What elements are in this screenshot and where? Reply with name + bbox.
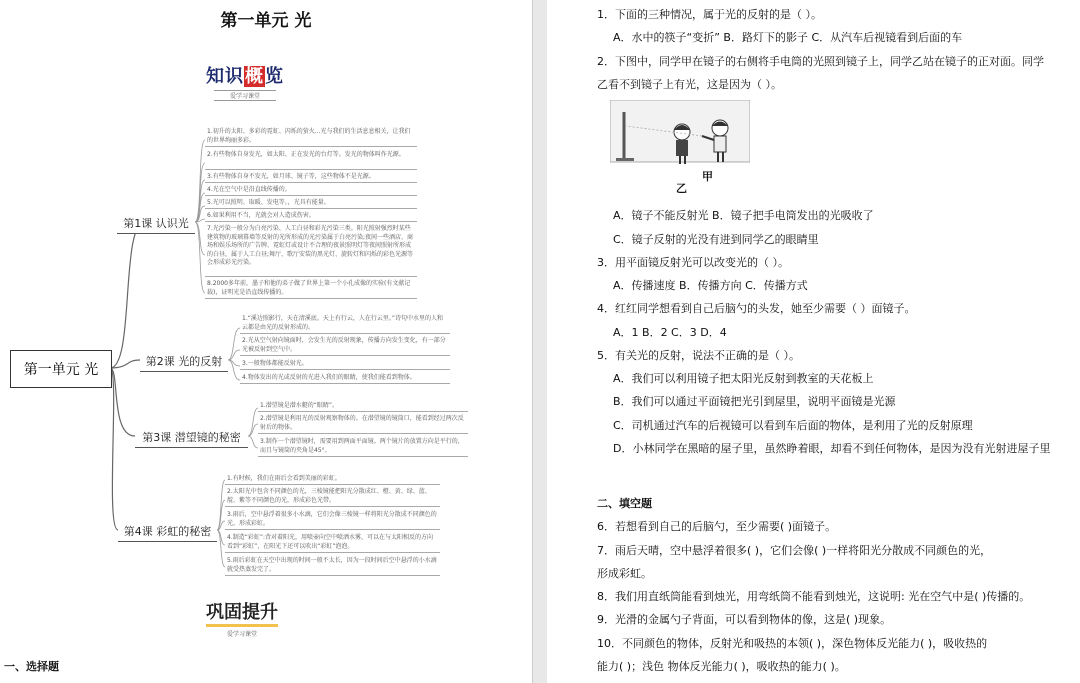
q9: 9．光滑的金属勺子背面，可以看到物体的像，这是( )现象。: [597, 613, 892, 626]
lesson-2-note-4: 4.物体发出的光或反射的光进入我们的眼睛，使我们能看到物体。: [240, 373, 450, 384]
left-page: [0, 0, 533, 683]
lesson-2-label: 第2课 光的反射: [140, 350, 228, 372]
q7-line-2: 形成彩虹。: [597, 567, 652, 580]
lesson-4-note-1: 1.有时候，我们在雨后会看到美丽的彩虹。: [225, 474, 440, 485]
q5-option-a: A．我们可以利用镜子把太阳光反射到教室的天花板上: [613, 372, 874, 385]
lesson-3-note-3: 3.制作一个潜望镜时，需要用到两面平面镜。两个镜片的放置方向是平行的，而且与镜筒的夹角是45°。: [258, 437, 468, 457]
section-fill-heading: 二、填空题: [597, 497, 652, 510]
right-page: [547, 0, 1080, 683]
lesson-1-note-7: 7.光污染一般分为白亮污染、人工白昼和彩光污染三类。阳光照射强烈时某些建筑物的玻璃幕墙等反射的光所形成的光污染属于白亮污染;夜间一些酒店、商场和娱乐场所的广告牌、霓虹灯或设计不合理的夜景照明灯等夜间照射所形成的白昼，属于人工白昼;舞厅、歌厅安装的黑光灯、旋转灯和闪烁的彩色光源等会形成彩光污染。: [205, 224, 417, 277]
figure-label-b: 乙: [676, 182, 687, 195]
q3-stem: 3．用平面镜反射光可以改变光的（ ）。: [597, 256, 789, 269]
q5-stem: 5．有关光的反射，说法不正确的是（ ）。: [597, 349, 800, 362]
lesson-1-note-5: 5.光可以照明、取暖、发电等。，光具有能量。: [205, 198, 417, 209]
lesson-1-note-3: 3.有些物体自身不发光，如月球、镜子等，这些物体不是光源。: [205, 172, 417, 183]
q2-options-2: C．镜子反射的光没有进到同学乙的眼睛里: [613, 233, 819, 246]
lesson-1-label: 第1课 认识光: [117, 212, 195, 234]
lesson-1-note-1: 1.初升的太阳、多彩的霓虹、闪烁的萤火...光与我们的生活息息相关，让我们的世界绚丽多彩。: [205, 127, 417, 147]
q4-stem: 4．红红同学想看到自己后脑勺的头发，她至少需要（ ）面镜子。: [597, 302, 916, 315]
lesson-2-note-1: 1.“溪边照影行，天在清溪底。天上有行云，人在行云里。”诗句中水里的人和云都是由光的反射形成的。: [240, 314, 450, 334]
q5-option-d: D．小林同学在黑暗的屋子里，虽然睁着眼，却看不到任何物体，是因为没有光射进屋子里: [613, 442, 1051, 455]
lesson-4-note-5: 5.雨后彩虹在天空中出现的时间一般不太长，因为一段时间后空中悬浮的小水滴就受热蒸发完了。: [225, 556, 440, 576]
q2-figure: [610, 100, 750, 196]
logo-text-c: 览: [265, 66, 284, 87]
lesson-1-note-4: 4.光在空气中是沿直线传播的。: [205, 185, 417, 196]
q2-stem-1: 2．下图中，同学甲在镜子的右侧将手电筒的光照到镜子上，同学乙站在镜子的正对面。同学: [597, 55, 1044, 68]
q6: 6．若想看到自己的后脑勺，至少需要( )面镜子。: [597, 520, 837, 533]
lesson-2-note-3: 3.一般物体都能反射光。: [240, 359, 450, 370]
q5-option-c: C．司机通过汽车的后视镜可以看到车后面的物体，是利用了光的反射原理: [613, 419, 973, 432]
figure-label-a: 甲: [702, 170, 713, 183]
q4-options: A．1 B．2 C．3 D．4: [613, 326, 727, 339]
lesson-1-note-2: 2.有些物体自身发光，如太阳、正在发光的台灯等。发光的物体叫作光源。: [205, 150, 417, 170]
lesson-3-note-1: 1.潜望镜是潜水艇的“眼睛”。: [258, 401, 468, 412]
page-gap: [533, 0, 547, 683]
logo-text-b: 概: [245, 66, 264, 87]
consolidate-logo: [192, 598, 292, 638]
q10-line-1: 10．不同颜色的物体，反射光和吸热的本领( )，深色物体反光能力( )，吸收热的: [597, 637, 988, 650]
lesson-1-note-8: 8.2000多年前，墨子和他的弟子做了世界上第一个小孔成像的实验(有文献记载)，证明光是沿直线传播的。: [205, 279, 417, 299]
logo-sub: 爱学习课堂: [214, 90, 276, 101]
lesson-4-note-3: 3.雨后，空中悬浮着很多小水滴，它们会像三棱镜一样将阳光分散成不同颜色的光，形成彩虹。: [225, 510, 440, 530]
lesson-1-note-6: 6.如果利用不当，光就会对人造成伤害。: [205, 211, 417, 222]
section-choice-heading: 一、选择题: [4, 660, 59, 673]
lesson-2-note-2: 2.光从空气射向镜面时，会发生光的反射现象，传播方向发生变化，有一部分光被反射到空气中。: [240, 336, 450, 356]
logo-text-a: 知识: [206, 66, 244, 87]
lesson-4-note-4: 4.制造“彩虹”:背对着阳光，用喷壶向空中喷洒水雾，可以在与太阳相反的方向看到“彩虹”，在阳光下还可以吹出“彩虹”泡泡。: [225, 533, 440, 553]
lesson-3-note-2: 2.潜望镜是利用光的反射观察物体的。在潜望镜的镜筒口，能看到经过两次反射后的物体。: [258, 414, 468, 434]
q3-options: A．传播速度 B．传播方向 C．传播方式: [613, 279, 808, 292]
mindmap-root: 第一单元 光: [10, 350, 112, 388]
consolidate-title: 巩固提升: [206, 598, 278, 627]
consolidate-sub: 爱学习课堂: [226, 631, 257, 638]
q5-option-b: B．我们可以通过平面镜把光引到屋里，说明平面镜是光源: [613, 395, 896, 408]
q2-stem-2: 乙看不到镜子上有光，这是因为（ ）。: [597, 78, 782, 91]
q10-line-2: 能力( )；浅色 物体反光能力( )，吸收热的能力( )。: [597, 660, 846, 673]
q1-options: A．水中的筷子“变折” B．路灯下的影子 C．从汽车后视镜看到后面的车: [613, 31, 963, 44]
unit-title: 第一单元 光: [220, 11, 312, 31]
q7-line-1: 7．雨后天晴，空中悬浮着很多( )，它们会像( )一样将阳光分散成不同颜色的光，: [597, 544, 992, 557]
q1-stem: 1．下面的三种情况，属于光的反射的是（ ）。: [597, 8, 822, 21]
q2-options-1: A．镜子不能反射光 B．镜子把手电筒发出的光吸收了: [613, 209, 874, 222]
lesson-3-label: 第3课 潜望镜的秘密: [135, 426, 248, 448]
lesson-4-label: 第4课 彩虹的秘密: [118, 520, 217, 542]
lesson-4-note-2: 2.太阳光中包含不同颜色的光，三棱镜能把阳光分散成红、橙、黄、绿、蓝、靛、紫等不同颜色的光，形成彩色光带。: [225, 487, 440, 507]
q8: 8．我们用直纸筒能看到烛光，用弯纸筒不能看到烛光，这说明: 光在空气中是( )传播的。: [597, 590, 1031, 603]
